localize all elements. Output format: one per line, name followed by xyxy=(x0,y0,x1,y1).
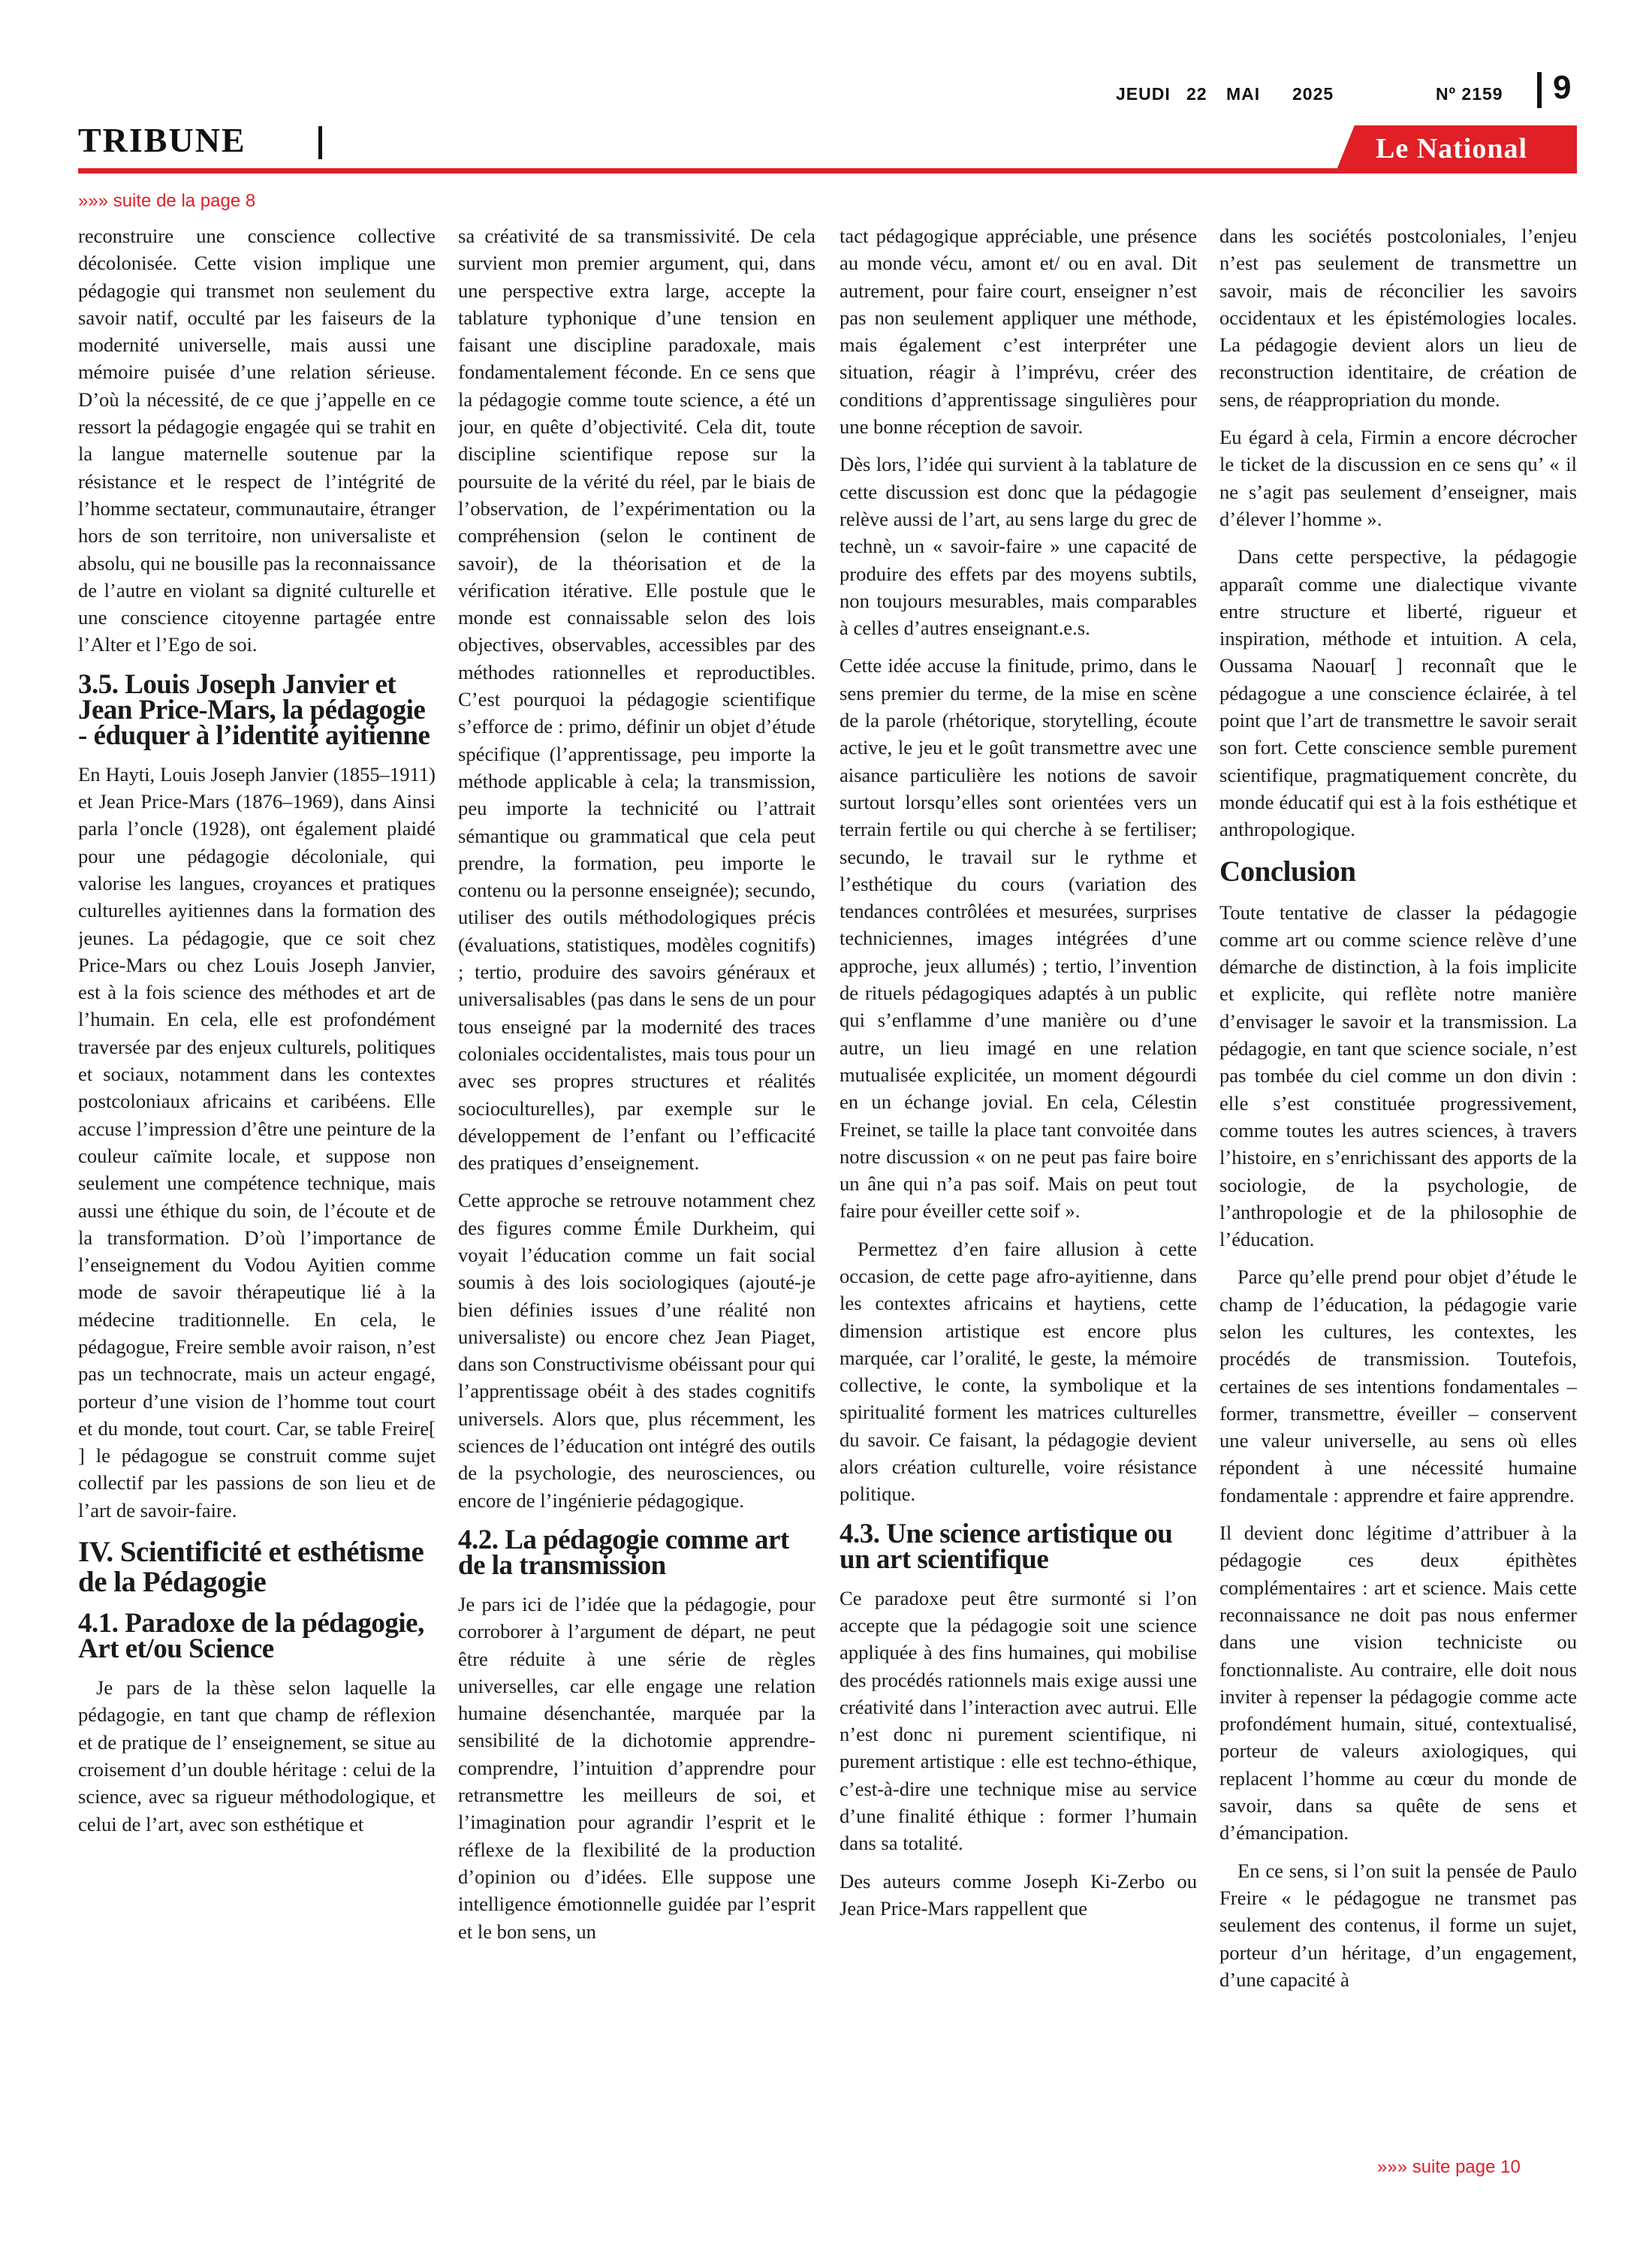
continued-to-link[interactable]: »»» suite page 10 xyxy=(1377,2157,1521,2177)
conclusion-heading: Conclusion xyxy=(1219,855,1356,888)
page-number-divider xyxy=(1537,72,1542,108)
paragraph: Cette approche se retrouve notamment chez des figures comme Émile Durkheim, qui voyait l’éducation comme un fait social soumis à des lois sociologiques (ajouté-je bien définies issues d’une réalité non universaliste) ou encore chez Jean Piaget, dans son Constructivisme obéissant pour qui l’apprentissage obéit à des stades cognitifs universels. Alors que, plus récemment, les sciences de l’éducation ont intégré des outils de la psychologie, des neurosciences, ou encore de l’ingénierie pédagogique. xyxy=(458,1189,815,1512)
subheading: 3.5. Louis Joseph Janvier et Jean Price-Mars, la pédagogie - éduquer à l’identité ayitienne xyxy=(78,668,430,751)
paragraph: Je pars de la thèse selon laquelle la pédagogie, en tant que champ de réflexion et de pratique de l’ enseignement, se situe au croisement d’un double héritage : celui de la science, avec sa rigueur méthodologique, et celui de l’art, avec son esthétique et xyxy=(78,1676,436,1835)
paragraph: Dans cette perspective, la pédagogie apparaît comme une dialectique vivante entre structure et liberté, rigueur et inspiration, méthode et intuition. A cela, Oussama Naouar[ ] reconnaît que le pédagogue a une conscience éclairée, à tel point que l’art de transmettre le savoir serait son fort. Cette conscience semble purement scientifique, pragmatiquement concrète, du monde éducatif qui est à la fois esthétique et anthropologique. xyxy=(1219,545,1577,841)
date-day: JEUDI xyxy=(1116,84,1171,104)
section-title: TRIBUNE xyxy=(78,121,246,159)
subheading: 4.1. Paradoxe de la pédagogie, Art et/ou Science xyxy=(78,1608,424,1665)
article-column-4 xyxy=(1219,222,1577,2157)
continued-from-link[interactable]: »»» suite de la page 8 xyxy=(78,191,256,211)
paragraph: tact pédagogique appréciable, une présence au monde vécu, amont et/ ou en aval. Dit autrement, pour faire court, enseigner n’est pas non seulement appliquer une méthode, mais également c’est interpréter une situation, réagir à l’imprévu, créer des conditions d’apprentissage singulières pour une bonne réception de savoir. xyxy=(840,225,1197,439)
date-year: 2025 xyxy=(1292,84,1334,104)
paragraph: reconstruire une conscience collective décolonisée. Cette vision implique une pédagogie qui transmet non seulement du savoir natif, occulté par les faiseurs de la modernité universelle, mais aussi une mémoire puisée d’une relation sérieuse. D’où la nécessité, de ce que j’appelle en ce ressort la pédagogie engagée qui se trahit en la langue maternelle soutenue par la résistance et le respect de l’intégrité de l’homme sectateur, communautaire, étranger hors de son territoire, non universaliste et absolu, qui ne bousille pas la reconnaissance de l’autre en violant sa dignité culturelle et une conscience citoyenne partagée entre l’Alter et l’Ego de soi. xyxy=(78,225,436,656)
paragraph: Il devient donc légitime d’attribuer à la pédagogie ces deux épithètes complémentaires : art et science. Mais cette reconnaissance ne doit pas nous enfermer dans une vision techniciste ou fonctionnaliste. Au contraire, elle doit nous inviter à repenser la pédagogie comme acte profondément humain, situé, contextualisé, porteur de valeurs axiologiques, qui replacent l’homme au cœur du monde de savoir, dans sa quête de sens et d’émancipation. xyxy=(1219,1522,1577,1844)
paragraph: Cette idée accuse la finitude, primo, dans le sens premier du terme, de la mise en scène de la parole (rhétorique, storytelling, écoute active, le jeu et le goût transmettre avec une aisance particulière les notions de savoir surtout lorsqu’elles sont orientées vers un terrain fertile ou qui cherche à se fertiliser; secundo, le travail sur le rythme et l’esthétique du cours (variation des tendances contrôlées et mesurées, surprises techniciennes, images intégrées d’une approche, jeux allumés) ; tertio, l’invention de rituels pédagogiques adaptés à un public qui s’enflamme d’une manière ou d’une autre, un lieu imagé en une relation mutualisée explicitée, un moment dégourdi en un échange jovial. En cela, Célestin Freinet, se taille la place tant convoitée dans notre discussion « on ne peut pas faire boire un âne qui n’a pas soif. Mais on peut tout faire pour éveiller cette soif ». xyxy=(840,654,1197,1223)
date-number: 22 xyxy=(1186,84,1207,104)
paragraph: Ce paradoxe peut être surmonté si l’on accepte que la pédagogie soit une science appliquée à des fins humaines, qui mobilise des procédés rationnels mais exige aussi une créativité dans l’interaction avec autrui. Elle n’est donc ni purement scientifique, ni purement artistique : elle est techno-éthique, c’est-à-dire une technique mise au service d’une finalité éthique : former l’humain dans sa totalité. xyxy=(840,1586,1197,1855)
subheading: 4.2. La pédagogie comme art de la transmission xyxy=(458,1524,789,1581)
chapter-heading: IV. Scientificité et esthétisme de la Pédagogie xyxy=(78,1536,424,1599)
paragraph: Dès lors, l’idée qui survient à la tablature de cette discussion est donc que la pédagogie relève aussi de l’art, au sens large du grec de technè, un « savoir-faire » une capacité de produire des effets par des moyens subtils, non toujours mesurables, mais comparables à celles d’autres enseignant.e.s. xyxy=(840,453,1197,640)
paragraph: Toute tentative de classer la pédagogie comme art ou comme science relève d’une démarche de distinction, à la fois implicite et explicite, qui reflète notre manière d’envisager le savoir et la transmission. La pédagogie, en tant que science sociale, n’est pas tombée du ciel comme un don divin : elle s’est constituée progressivement, comme toutes les autres sciences, à travers l’histoire, en s’enrichissant des apports de la sociologie, de la psychologie, de l’anthropologie et de la philosophie de l’éducation. xyxy=(1219,900,1577,1251)
paragraph: Des auteurs comme Joseph Ki-Zerbo ou Jean Price-Mars rappellent que xyxy=(840,1869,1197,1920)
section-divider xyxy=(318,126,322,159)
brand-name: Le National xyxy=(1376,133,1528,164)
subheading: 4.3. Une science artistique ou un art scientifique xyxy=(840,1518,1173,1575)
paragraph: Permettez d’en faire allusion à cette occasion, de cette page afro-ayitienne, dans les contextes africains et haytiens, cette dimension artistique est encore plus marquée, car l’oralité, le geste, la mémoire collective, le conte, la symbolique et la spiritualité forment les matrices culturelles du savoir. Ce faisant, la pédagogie devient alors création culturelle, voire résistance politique. xyxy=(840,1237,1197,1506)
page-number: 9 xyxy=(1553,69,1572,106)
paragraph: Je pars ici de l’idée que la pédagogie, pour corroborer à l’argument de départ, ne peut être réduite à une série de règles universelles, car elle engage une relation humaine désenchantée, marquée par la sensibilité de la dichotomie apprendre-comprendre, l’intuition d’apprendre pour retransmettre les meilleurs de soi, et l’imagination pour agrandir l’esprit et le réflexe de la flexibilité de la production d’opinion ou d’idées. Elle suppose une intelligence émotionnelle guidée par l’esprit et le bon sens, un xyxy=(458,1592,815,1943)
paragraph: En ce sens, si l’on suit la pensée de Paulo Freire « le pédagogue ne transmet pas seulement des contenus, il forme un sujet, porteur d’un héritage, d’un engagement, d’une capacité à xyxy=(1219,1859,1577,1991)
date-month: MAI xyxy=(1226,84,1261,104)
paragraph: dans les sociétés postcoloniales, l’enjeu n’est pas seulement de transmettre un savoir, mais de réconcilier les savoirs occidentaux et les épistémologies locales. La pédagogie devient alors un lieu de reconstruction identitaire, de création de sens, de réappropriation du monde. xyxy=(1219,225,1577,411)
article-column-3 xyxy=(840,222,1197,2157)
article-column-2 xyxy=(458,222,815,2157)
paragraph: Eu égard à cela, Firmin a encore décrocher le ticket de la discussion en ce sens qu’ « il ne s’agit pas seulement d’enseigner, mais d’élever l’homme ». xyxy=(1219,426,1577,530)
paragraph: sa créativité de sa transmissivité. De cela survient mon premier argument, qui, dans une perspective extra large, accepte la tablature typhonique d’une tension en faisant une discipline paradoxale, mais fondamentalement féconde. En ce sens que la pédagogie comme toute science, a été un jour, en quête d’objectivité. Cela dit, toute discipline scientifique repose sur la poursuite de la vérité du réel, par le biais de l’observation, de l’expérimentation ou la compréhension (selon le continent de savoir), de la théorisation et de la vérification itérative. Elle postule que le monde est connaissable selon des lois objectives, observables, accessibles par des méthodes rationnelles et reproductibles. C’est pourquoi la pédagogie scientifique s’efforce de : primo, définir un objet d’étude spécifique (l’apprentissage, peu importe la méthode applicable à cela; la transmission, peu importe la technicité ou l’attrait sémantique ou grammatical que cela peut prendre, la formation, peu importe le contenu ou la personne enseignée); secundo, utiliser des outils méthodologiques précis (évaluations, statistiques, modèles cognitifs) ; tertio, produire des savoirs généraux et universalisables (pas dans le sens de un pour tous enseigné par la modernité des traces coloniales occidentalistes, mais tous pour un avec ses propres structures et réalités socioculturelles), par exemple sur le développement de l’enfant ou l’efficacité des pratiques d’enseignement. xyxy=(458,225,815,1175)
issue-number: Nº 2159 xyxy=(1436,84,1503,104)
paragraph: Parce qu’elle prend pour objet d’étude le champ de l’éducation, la pédagogie varie selon les cultures, les contextes, les procédés de transmission. Toutefois, certaines de ses intentions fondamentales – former, transmettre, éveiller – conservent une valeur universelle, au sens où elles répondent à une nécessité humaine fondamentale : apprendre et faire apprendre. xyxy=(1219,1265,1577,1507)
paragraph: En Hayti, Louis Joseph Janvier (1855–1911) et Jean Price-Mars (1876–1969), dans Ainsi parla l’oncle (1928), ont également plaidé pour une pédagogie décoloniale, qui valorise les langues, croyances et pratiques culturelles ayitiennes dans la formation des jeunes. La pédagogie, que ce soit chez Price-Mars ou chez Louis Joseph Janvier, est à la fois science des méthodes et art de l’humain. En cela, elle est profondément traversée par des enjeux culturels, politiques et sociaux, notamment dans les contextes postcoloniaux africains et caribéens. Elle accuse l’impression d’être une peinture de la couleur caïmite locale, et suppose non seulement une compétence technique, mais aussi une éthique du soin, de l’écoute et de la transformation. D’où l’importance de l’enseignement du Vodou Ayitien comme mode de savoir thérapeutique lié à la médecine traditionnelle. En cela, le pédagogue, Freire semble avoir raison, n’est pas un technocrate, mais un acteur engagé, porteur d’une vision de l’homme tout court et du monde, tout court. Car, se table Freire[ ] le pédagogue se construit comme sujet collectif par les passions de son lieu et de l’art de savoir-faire. xyxy=(78,762,436,1522)
article-column-1 xyxy=(78,222,436,2157)
